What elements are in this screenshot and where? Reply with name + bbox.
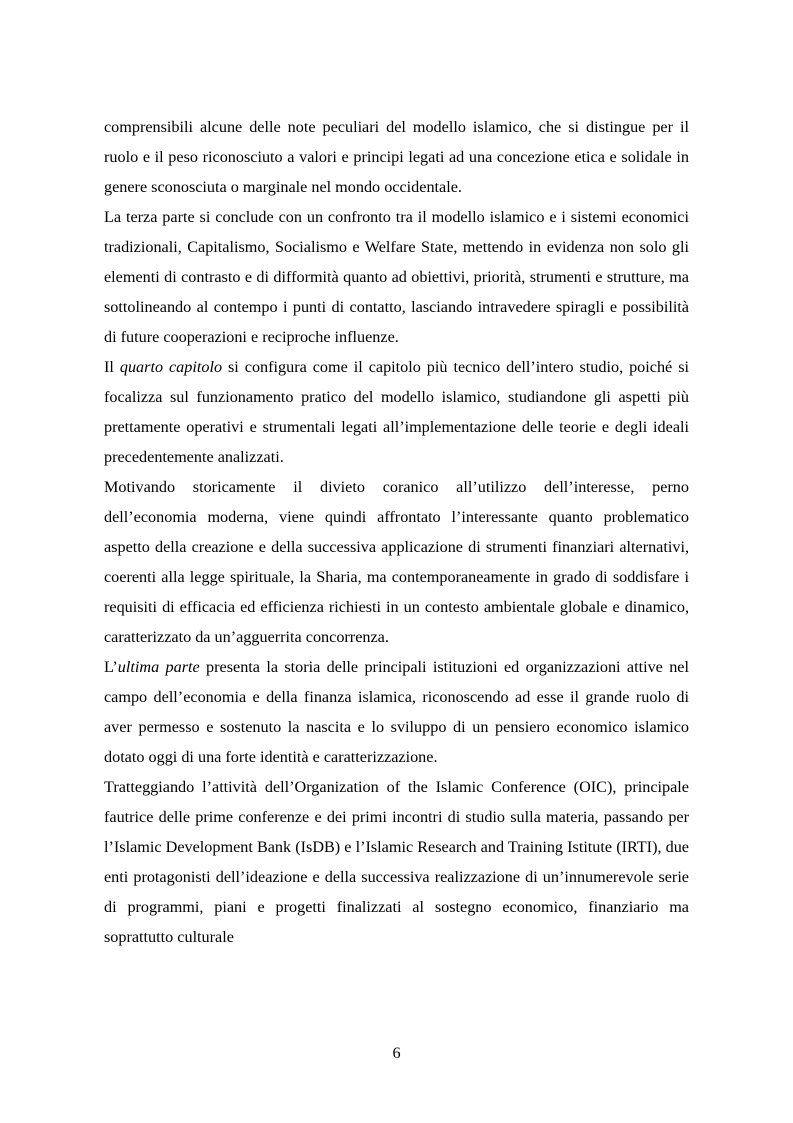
paragraph-4 [104, 472, 689, 652]
paragraph-5 [104, 652, 689, 772]
paragraph-1 [104, 112, 689, 202]
paragraph-3-text-start: Il [104, 358, 120, 376]
paragraph-4-text: Motivando storicamente il divieto coranico all’utilizzo dell’interesse, perno dell’economia moderna, viene quindi affrontato l’interessante quanto problematico aspetto della creazione e della successiva applicazione di strumenti finanziari alternativi, coerenti alla legge spirituale, la Sharia, ma contemporaneamente in grado di soddisfare i requisiti di efficacia ed efficienza richiesti in un contesto ambientale globale e dinamico, caratterizzato da un’agguerrita concorrenza. [104, 478, 689, 646]
paragraph-5-italic-term: ultima parte [117, 658, 200, 676]
paragraph-5-text-start: L’ [104, 658, 118, 676]
body-text [104, 112, 689, 952]
paragraph-2-text: La terza parte si conclude con un confronto tra il modello islamico e i sistemi economici tradizionali, Capitalismo, Socialismo e Welfare State, mettendo in evidenza non solo gli elementi di contrasto e di difformità quanto ad obiettivi, priorità, strumenti e strutture, ma sottolineando al contempo i punti di contatto, lasciando intravedere spiragli e possibilità di future cooperazioni e reciproche influenze. [104, 208, 689, 346]
paragraph-1-text: comprensibili alcune delle note peculiari del modello islamico, che si distingue per il ruolo e il peso riconosciuto a valori e principi legati ad una concezione etica e solidale in genere sconosciuta o marginale nel mondo occidentale. [104, 118, 689, 196]
paragraph-3-italic-term: quarto capitolo [119, 358, 223, 376]
paragraph-6-text: Tratteggiando l’attività dell’Organization of the Islamic Conference (OIC), principale fautrice delle prime conferenze e dei primi incontri di studio sulla materia, passando per l’Islamic Development Bank (IsDB) e l’Islamic Research and Training Istitute (IRTI), due enti protagonisti dell’ideazione e della successiva realizzazione di un’innumerevole serie di programmi, piani e progetti finalizzati al sostegno economico, finanziario ma soprattutto culturale [104, 778, 689, 946]
paragraph-5-text-end: presenta la storia delle principali istituzioni ed organizzazioni attive nel campo dell’economia e della finanza islamica, riconoscendo ad esse il grande ruolo di aver permesso e sostenuto la nascita e lo sviluppo di un pensiero economico islamico dotato oggi di una forte identità e caratterizzazione. [104, 658, 689, 766]
paragraph-2 [104, 202, 689, 352]
paragraph-3 [104, 352, 689, 472]
page-number: 6 [392, 1044, 401, 1062]
paragraph-6 [104, 772, 689, 952]
paragraph-3-text-end: si configura come il capitolo più tecnico dell’intero studio, poiché si focalizza sul funzionamento pratico del modello islamico, studiandone gli aspetti più prettamente operativi e strumentali legati all’implementazione delle teorie e degli ideali precedentemente analizzati. [104, 358, 689, 466]
